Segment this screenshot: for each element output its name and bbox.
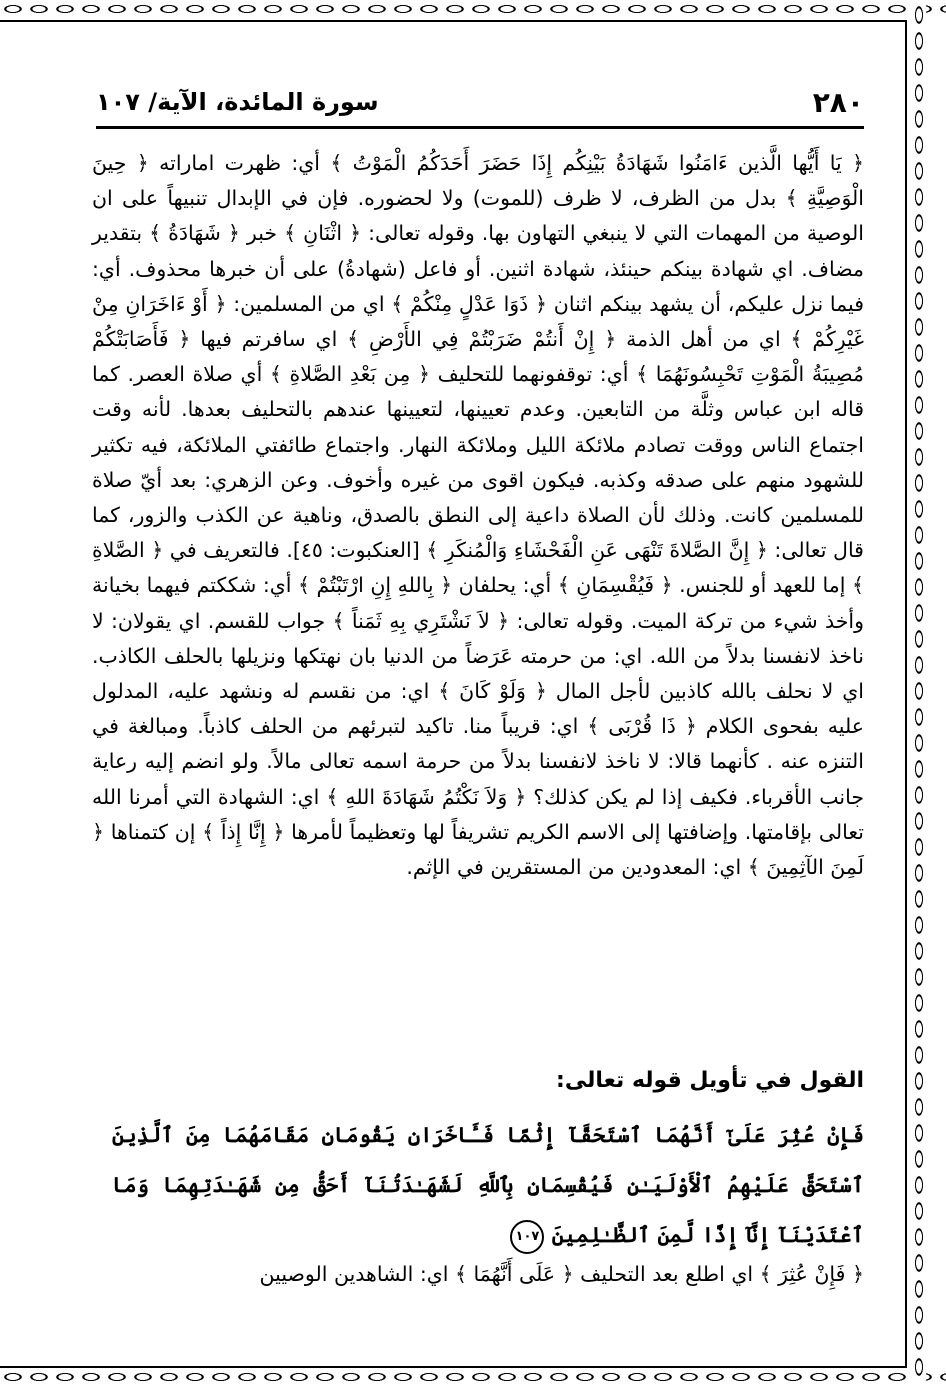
commentary-paragraph: ﴿ يَا أَيُّها الَّذين ءَامَنُوا شَهَادَةُ بَيْنِكُم إِذَا حَضَرَ أَحَدَكُمُ الْمَوْتُ ﴾ أي: ظهرت اماراته ﴿ حِينَ الْوَصِيَّةِ ﴾ بدل من الظرف، لا ظرف (للموت) ولا لحضوره. فإن في الإبدال تنبيهاً على ان الوصية من المهمات التي لا ينبغي التهاون بها. وقوله تعالى: ﴿ اثْنَانِ ﴾ خبر ﴿ شَهَادَةُ ﴾ بتقدير مضاف. اي شهادة بينكم حينئذ، شهادة اثنين. أو فاعل (شهادةُ) على أن خبرها محذوف. أي: فيما نزل عليكم، أن يشهد بينكم اثنان ﴿ ذَوَا عَدْلٍ مِنْكُمْ ﴾ اي من المسلمين: ﴿ أَوْ ءَاخَرَانِ مِنْ غَيْرِكُمْ ﴾ اي من أهل الذمة ﴿ إِنْ أَنتُمْ ضَرَبْتُمْ فِي الأَرْضِ ﴾ اي سافرتم فيها ﴿ فَأَصَابَتْكُمْ مُصِيبَةُ الْمَوْتِ تَحْبِسُونَهُمَا ﴾ أي: توقفونهما للتحليف ﴿ مِن بَعْدِ الصَّلاةِ ﴾ أي صلاة العصر. كما قاله ابن عباس وثلَّة من التابعين. وعدم تعيينها، لتعيينها عندهم بالتحليف بعدها. لأنه وقت اجتماع الناس ووقت تصادم ملائكة الليل وملائكة النهار. واجتماع طائفتي الملائكة، فيه تكثير للشهود منهم على صدقه وكذبه. فيكون اقوى من غيره وأخوف. وعن الزهري: بعد أيّ صلاة للمسلمين كانت. وذلك لأن الصلاة داعية إلى النطق بالصدق، وناهية عن الكذب والزور، كما قال تعالى: ﴿ إِنَّ الصَّلاةَ تَنْهَى عَنِ الْفَحْشَاءِ وَالْمُنكَرِ ﴾ [العنكبوت: ٤٥]. فالتعريف في ﴿ الصَّلاةِ ﴾ إما للعهد أو للجنس. ﴿ فَيُقْسِمَانِ ﴾ أي: يحلفان ﴿ بِاللهِ إِنِ ارْتَبْتُمْ ﴾ أي: شككتم فيهما بخيانة وأخذ شيء من تركة الميت. وقوله تعالى: ﴿ لاَ نَشْتَرِي بِهِ ثَمَناً ﴾ جواب للقسم. اي يقولان: لا ناخذ لانفسنا بدلاً من الله. اي: من حرمته عَرَضاً من الدنيا بان نهتكها ونزيلها بالحلف الكاذب. اي لا نحلف بالله كاذبين لأجل المال ﴿ وَلَوْ كَانَ ﴾ اي: من نقسم له ونشهد عليه، المدلول عليه بفحوى الكلام ﴿ ذَا قُرْبَى ﴾ اي: قريباً منا. تاكيد لتبرئهم من الحلف كاذباً. ومبالغة في التنزه عنه . كأنهما قالا: لا ناخذ لانفسنا بدلاً من حرمة اسمه تعالى مالاً. ولو انضم إليه رعاية جانب الأقرباء. فكيف إذا لم يكن كذلك؟ ﴿ وَلاَ نَكْتُمُ شَهَادَةَ اللهِ ﴾ اي: الشهادة التي أمرنا الله تعالى بإقامتها. وإضافتها إلى الاسم الكريم تشريفاً لها وتعظيماً لأمرها ﴿ إِنَّا إِذاً ﴾ إن كتمناها ﴿ لَمِنَ الآثِمِينَ ﴾ اي: المعدودين من المستقرين في الإثم.: [92, 151, 864, 880]
commentary-text: [92, 146, 864, 885]
page-number: ٢٨٠: [812, 85, 864, 119]
decorative-border-bottom: [0, 1370, 946, 1384]
frame-line-right: [905, 22, 907, 1368]
header-rule: [96, 126, 864, 129]
quran-verse: [112, 1110, 864, 1260]
verse-text: فَإِنْ عُثِرَ عَلَىٰٓ أَنَّهُمَا ٱسْتَحَقَّآ إِثْمًا فَـَٔاخَرَانِ يَقُومَانِ مَقَامَهُمَا مِنَ ٱلَّذِينَ ٱسْتَحَقَّ عَلَيْهِمُ ٱلْأَوْلَيَـٰنِ فَيُقْسِمَانِ بِٱللَّهِ لَشَهَـٰدَتُنَآ أَحَقُّ مِن شَهَـٰدَتِهِمَا وَمَا ٱعْتَدَيْنَآ إِنَّآ إِذًا لَّمِنَ ٱلظَّـٰلِمِينَ: [112, 1122, 864, 1247]
section-heading: القول في تأويل قوله تعالى:: [556, 1068, 864, 1093]
running-title: سورة المائدة، الآية/ ١٠٧: [96, 88, 379, 116]
commentary-continuation: ﴿ فَإِنْ عُثِرَ ﴾ اي اطلع بعد التحليف ﴿ عَلَى أَنَّهُمَا ﴾ اي: الشاهدين الوصيين: [259, 1262, 864, 1286]
frame-line-bottom: [0, 1366, 907, 1368]
page-header: [96, 82, 864, 122]
decorative-border-right: [912, 2, 926, 1384]
decorative-border-top: [0, 2, 946, 16]
ayah-number-marker: ١٠٧: [510, 1220, 544, 1254]
frame-line-top: [0, 20, 907, 22]
